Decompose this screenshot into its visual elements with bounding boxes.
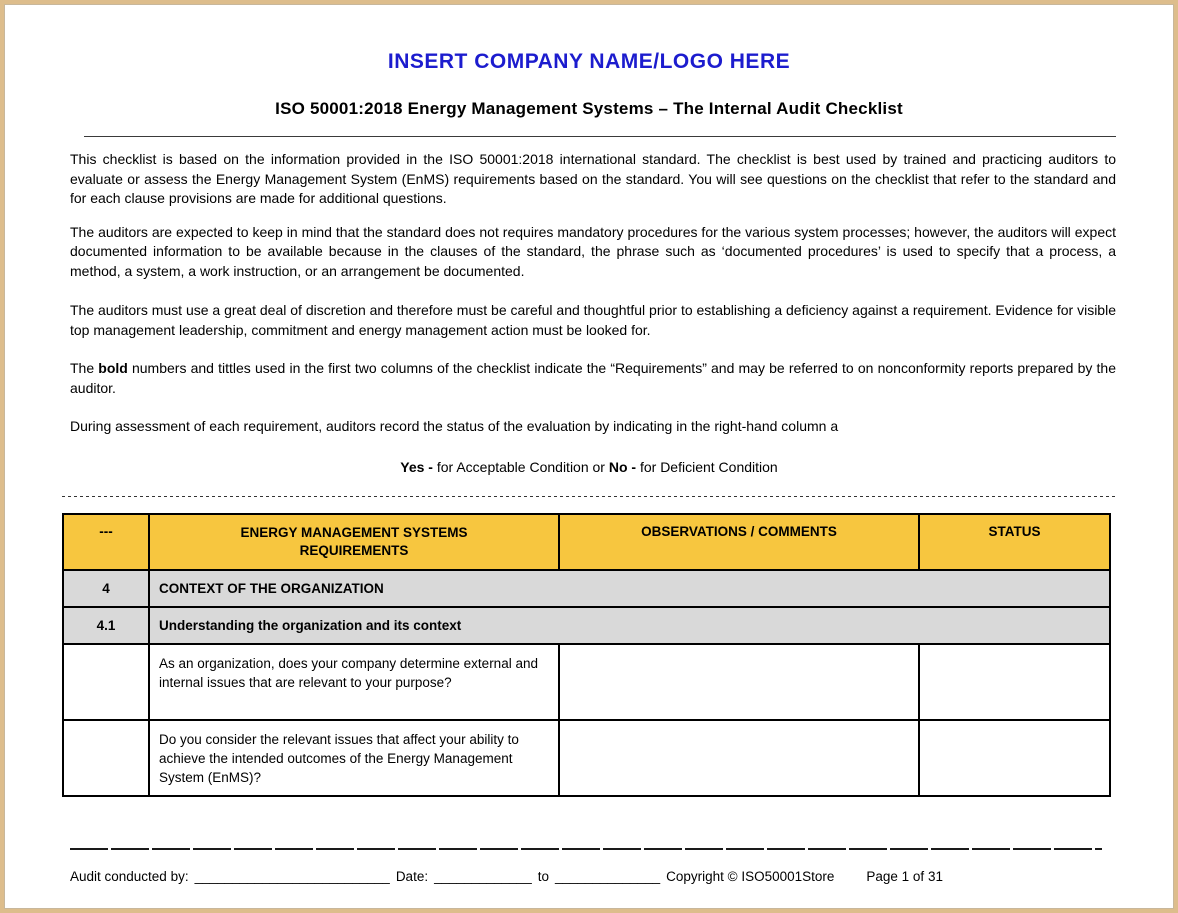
- page-number: Page 1 of 31: [866, 868, 943, 884]
- header-requirements-label: ENERGY MANAGEMENT SYSTEMS REQUIREMENTS: [240, 524, 468, 558]
- clause-number: 4: [63, 570, 149, 607]
- audit-conducted-by-blank[interactable]: __________________________: [194, 868, 390, 884]
- header-status: STATUS: [919, 514, 1110, 570]
- title-divider: [84, 136, 1116, 137]
- intro-paragraph-4: [70, 359, 1116, 398]
- copyright-notice: Copyright © ISO50001Store: [666, 868, 835, 884]
- dashed-divider: [62, 496, 1116, 497]
- date-to-blank[interactable]: ______________: [554, 868, 661, 884]
- no-text: for Deficient Condition: [636, 458, 778, 475]
- observations-cell[interactable]: [559, 644, 919, 720]
- status-cell[interactable]: [919, 644, 1110, 720]
- header-requirements: [149, 514, 559, 570]
- audit-checklist-table: [62, 513, 1111, 797]
- header-observations: OBSERVATIONS / COMMENTS: [559, 514, 919, 570]
- date-from-blank[interactable]: _____________: [434, 868, 532, 884]
- intro-paragraph-2: The auditors are expected to keep in mind that the standard does not requires mandatory procedures for the various system processes; however, the auditors will expect documented information to be available because in the clauses of the standard, the phrase such as ‘documented procedures’ is used to specify that a process, a method, a system, a work instruction, or an arrangement be documented.: [70, 223, 1116, 279]
- footer-divider: [70, 848, 1102, 850]
- table-row-question-2: [63, 720, 1110, 796]
- intro-paragraph-3: The auditors must use a great deal of discretion and therefore must be careful and thoughtful prior to establishing a deficiency against a requirement. Evidence for visible top management leadership, commitment and energy management action must be looked for.: [70, 302, 1116, 338]
- to-label: to: [537, 868, 549, 884]
- date-label: Date:: [395, 868, 429, 884]
- section-title: CONTEXT OF THE ORGANIZATION: [149, 570, 1110, 607]
- clause-number: 4.1: [63, 607, 149, 644]
- page-footer: [70, 869, 1116, 884]
- table-row-section-4-1: [63, 607, 1110, 644]
- header-clause-number: ---: [63, 514, 149, 570]
- intro-paragraph-1: This checklist is based on the information provided in the ISO 50001:2018 international standard. The checklist is best used by trained and practicing auditors to evaluate or assess the Energy Management System (EnMS) requirements based on the standard. You will see questions on the checklist that refer to the standard and for each clause provisions are made for additional questions.: [70, 151, 1116, 206]
- yes-text: for Acceptable Condition or: [432, 458, 609, 475]
- no-label: No -: [608, 458, 637, 475]
- section-title: Understanding the organization and its context: [149, 607, 1110, 644]
- question-text: As an organization, does your company determine external and internal issues that are relevant to your purpose?: [149, 644, 559, 720]
- p4-prefix: The: [70, 360, 99, 376]
- clause-number-cell: [63, 720, 149, 796]
- yes-label: Yes -: [400, 458, 433, 475]
- page-content: [4, 50, 1174, 884]
- p4-bold-word: bold: [98, 360, 128, 376]
- document-title: ISO 50001:2018 Energy Management Systems – The Internal Audit Checklist: [275, 99, 903, 118]
- table-row-section-4: [63, 570, 1110, 607]
- table-row-question-1: [63, 644, 1110, 720]
- status-cell[interactable]: [919, 720, 1110, 796]
- company-name-placeholder: INSERT COMPANY NAME/LOGO HERE: [387, 50, 791, 73]
- status-legend: [62, 459, 1116, 475]
- audit-conducted-by-label: Audit conducted by:: [70, 868, 189, 884]
- clause-number-cell: [63, 644, 149, 720]
- observations-cell[interactable]: [559, 720, 919, 796]
- question-text: Do you consider the relevant issues that affect your ability to achieve the intended outcomes of the Energy Management System (EnMS)?: [149, 720, 559, 796]
- p4-rest: numbers and tittles used in the first two columns of the checklist indicate the “Requirements” and may be referred to on nonconformity reports prepared by the auditor.: [70, 360, 1116, 396]
- table-header-row: [63, 514, 1110, 570]
- intro-paragraph-5: During assessment of each requirement, auditors record the status of the evaluation by indicating in the right-hand column a: [70, 418, 839, 434]
